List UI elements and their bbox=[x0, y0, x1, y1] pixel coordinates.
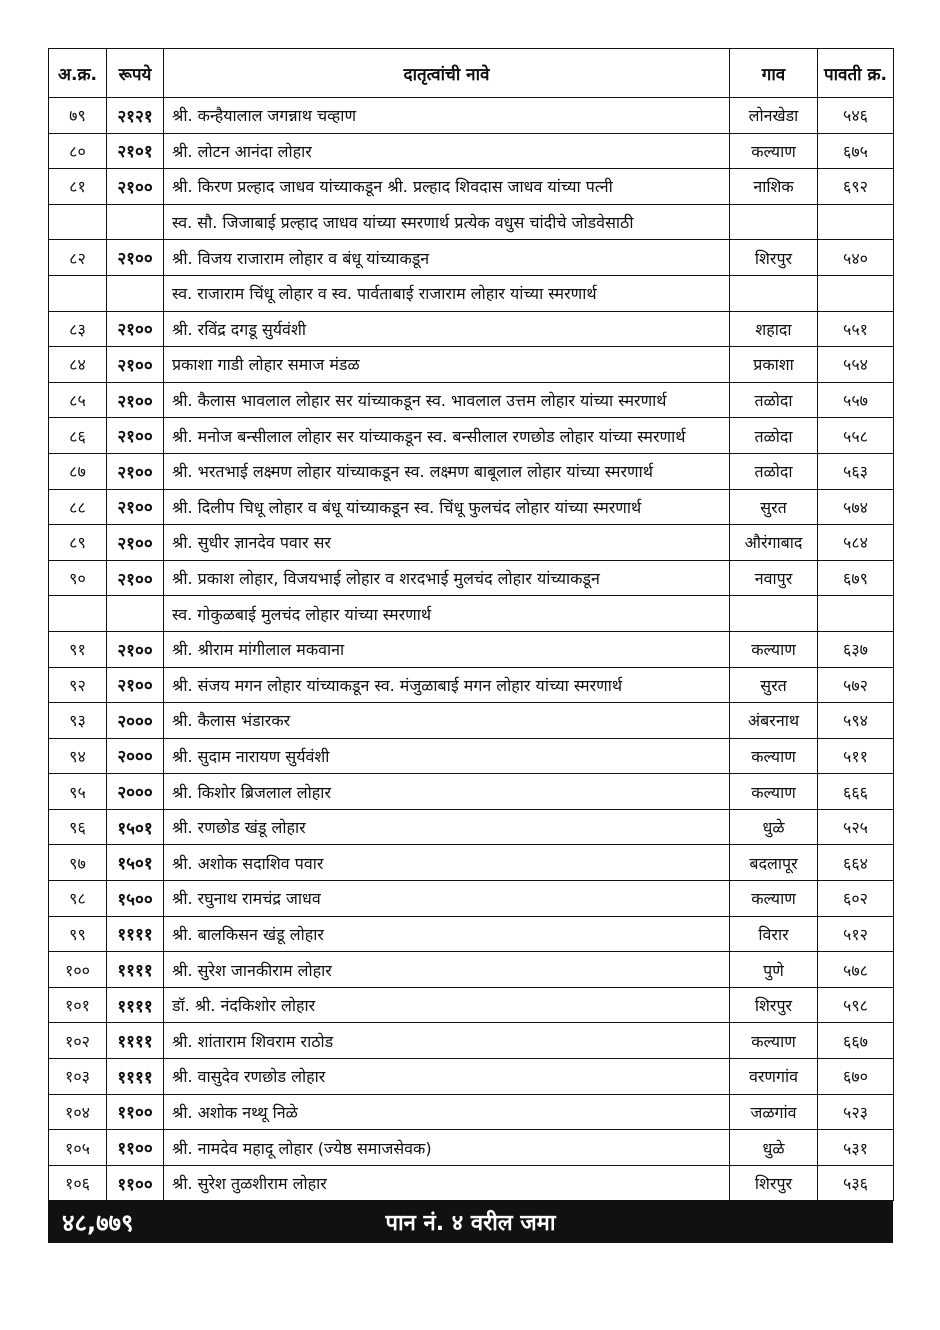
table-row bbox=[49, 631, 894, 667]
town-cell: बदलापूर bbox=[730, 845, 818, 881]
receipt-number-cell: ५२५ bbox=[818, 809, 894, 845]
table-row bbox=[49, 347, 894, 383]
serial-number-cell: ७९ bbox=[49, 98, 107, 134]
donor-name-cell: श्री. किरण प्रल्हाद जाधव यांच्याकडून श्री. प्रल्हाद शिवदास जाधव यांच्या पत्नी bbox=[164, 169, 730, 205]
receipt-number-cell bbox=[818, 596, 894, 632]
donor-name-cell: श्री. सुधीर ज्ञानदेव पवार सर bbox=[164, 525, 730, 561]
serial-number-cell: ९६ bbox=[49, 809, 107, 845]
town-cell: नाशिक bbox=[730, 169, 818, 205]
serial-number-cell: ९५ bbox=[49, 774, 107, 810]
table-row bbox=[49, 809, 894, 845]
donor-name-cell: श्री. मनोज बन्सीलाल लोहार सर यांच्याकडून स्व. बन्सीलाल रणछोड लोहार यांच्या स्मरणार्थ bbox=[164, 418, 730, 454]
amount-cell: ११११ bbox=[107, 1023, 164, 1059]
donor-name-cell: श्री. किशोर ब्रिजलाल लोहार bbox=[164, 774, 730, 810]
donor-name-cell: श्री. अशोक नथ्थू निळे bbox=[164, 1094, 730, 1130]
receipt-number-cell: ५४६ bbox=[818, 98, 894, 134]
town-cell: विरार bbox=[730, 916, 818, 952]
amount-cell: २१०१ bbox=[107, 133, 164, 169]
receipt-number-cell: ६०२ bbox=[818, 881, 894, 917]
receipt-number-cell: ५५८ bbox=[818, 418, 894, 454]
table-row bbox=[49, 204, 894, 240]
amount-cell: २१२१ bbox=[107, 98, 164, 134]
header-donor-names: दातृत्वांची नावे bbox=[164, 49, 730, 98]
amount-cell: २१०० bbox=[107, 667, 164, 703]
header-amount: रूपये bbox=[107, 49, 164, 98]
donor-name-cell: डॉ. श्री. नंदकिशोर लोहार bbox=[164, 987, 730, 1023]
page-total: ४८,७७९ bbox=[62, 1208, 134, 1237]
serial-number-cell: १०३ bbox=[49, 1059, 107, 1095]
serial-number-cell: ८४ bbox=[49, 347, 107, 383]
serial-number-cell bbox=[49, 275, 107, 311]
table-row bbox=[49, 667, 894, 703]
amount-cell: ११०० bbox=[107, 1094, 164, 1130]
table-row bbox=[49, 738, 894, 774]
table-row bbox=[49, 1059, 894, 1095]
table-row bbox=[49, 98, 894, 134]
amount-cell: २१०० bbox=[107, 631, 164, 667]
donor-name-cell: स्व. गोकुळबाई मुलचंद लोहार यांच्या स्मरणार्थ bbox=[164, 596, 730, 632]
table-row bbox=[49, 1165, 894, 1201]
town-cell bbox=[730, 275, 818, 311]
receipt-number-cell: ५५७ bbox=[818, 382, 894, 418]
amount-cell: २१०० bbox=[107, 382, 164, 418]
donor-list-sheet bbox=[48, 48, 893, 1243]
receipt-number-cell: ५९४ bbox=[818, 703, 894, 739]
amount-cell: २००० bbox=[107, 774, 164, 810]
receipt-number-cell: ५४० bbox=[818, 240, 894, 276]
table-row bbox=[49, 525, 894, 561]
receipt-number-cell: ६९२ bbox=[818, 169, 894, 205]
receipt-number-cell: ५११ bbox=[818, 738, 894, 774]
serial-number-cell bbox=[49, 596, 107, 632]
donor-name-cell: श्री. संजय मगन लोहार यांच्याकडून स्व. मंजुळाबाई मगन लोहार यांच्या स्मरणार्थ bbox=[164, 667, 730, 703]
serial-number-cell: ९३ bbox=[49, 703, 107, 739]
donor-name-cell: श्री. विजय राजाराम लोहार व बंधू यांच्याकडून bbox=[164, 240, 730, 276]
amount-cell: २००० bbox=[107, 703, 164, 739]
serial-number-cell: ९४ bbox=[49, 738, 107, 774]
serial-number-cell: ८८ bbox=[49, 489, 107, 525]
receipt-number-cell: ५७८ bbox=[818, 952, 894, 988]
town-cell: नवापुर bbox=[730, 560, 818, 596]
town-cell: जळगांव bbox=[730, 1094, 818, 1130]
receipt-number-cell: ६३७ bbox=[818, 631, 894, 667]
serial-number-cell: १०६ bbox=[49, 1165, 107, 1201]
serial-number-cell: ८३ bbox=[49, 311, 107, 347]
town-cell: लोनखेडा bbox=[730, 98, 818, 134]
receipt-number-cell: ६६६ bbox=[818, 774, 894, 810]
receipt-number-cell: ६७५ bbox=[818, 133, 894, 169]
town-cell: कल्याण bbox=[730, 881, 818, 917]
town-cell: धुळे bbox=[730, 809, 818, 845]
amount-cell: ११११ bbox=[107, 952, 164, 988]
serial-number-cell: १०२ bbox=[49, 1023, 107, 1059]
town-cell: शिरपुर bbox=[730, 987, 818, 1023]
donor-name-cell: श्री. भरतभाई लक्ष्मण लोहार यांच्याकडून स्व. लक्ष्मण बाबूलाल लोहार यांच्या स्मरणार्थ bbox=[164, 453, 730, 489]
table-row bbox=[49, 453, 894, 489]
amount-cell: १५०१ bbox=[107, 809, 164, 845]
donor-name-cell: श्री. रविंद्र दगडू सुर्यवंशी bbox=[164, 311, 730, 347]
donor-name-cell: श्री. लोटन आनंदा लोहार bbox=[164, 133, 730, 169]
table-row bbox=[49, 382, 894, 418]
table-row bbox=[49, 881, 894, 917]
donor-name-cell: श्री. सुरेश तुळशीराम लोहार bbox=[164, 1165, 730, 1201]
amount-cell: १५०१ bbox=[107, 845, 164, 881]
amount-cell: ११११ bbox=[107, 987, 164, 1023]
donor-name-cell: श्री. कन्हैयालाल जगन्नाथ चव्हाण bbox=[164, 98, 730, 134]
serial-number-cell: १०५ bbox=[49, 1130, 107, 1166]
amount-cell: ११०० bbox=[107, 1165, 164, 1201]
amount-cell: २१०० bbox=[107, 525, 164, 561]
town-cell: कल्याण bbox=[730, 631, 818, 667]
town-cell: प्रकाशा bbox=[730, 347, 818, 383]
table-row bbox=[49, 596, 894, 632]
receipt-number-cell: ५८४ bbox=[818, 525, 894, 561]
table-row bbox=[49, 1023, 894, 1059]
amount-cell: २१०० bbox=[107, 347, 164, 383]
serial-number-cell: ८९ bbox=[49, 525, 107, 561]
table-row bbox=[49, 133, 894, 169]
receipt-number-cell: ५३६ bbox=[818, 1165, 894, 1201]
town-cell: कल्याण bbox=[730, 1023, 818, 1059]
table-row bbox=[49, 987, 894, 1023]
town-cell: वरणगांव bbox=[730, 1059, 818, 1095]
donor-name-cell: श्री. सुदाम नारायण सुर्यवंशी bbox=[164, 738, 730, 774]
table-row bbox=[49, 703, 894, 739]
amount-cell: १५०० bbox=[107, 881, 164, 917]
donor-table bbox=[48, 48, 894, 1201]
receipt-number-cell: ५५१ bbox=[818, 311, 894, 347]
amount-cell: २१०० bbox=[107, 169, 164, 205]
donor-name-cell: स्व. सौ. जिजाबाई प्रल्हाद जाधव यांच्या स्मरणार्थ प्रत्येक वधुस चांदीचे जोडवेसाठी bbox=[164, 204, 730, 240]
serial-number-cell: १०० bbox=[49, 952, 107, 988]
table-row bbox=[49, 418, 894, 454]
amount-cell: २१०० bbox=[107, 560, 164, 596]
receipt-number-cell: ५७२ bbox=[818, 667, 894, 703]
donor-name-cell: प्रकाशा गाडी लोहार समाज मंडळ bbox=[164, 347, 730, 383]
receipt-number-cell: ५१२ bbox=[818, 916, 894, 952]
donor-name-cell: श्री. दिलीप चिधू लोहार व बंधू यांच्याकडून स्व. चिंधू फुलचंद लोहार यांच्या स्मरणार्थ bbox=[164, 489, 730, 525]
table-row bbox=[49, 1130, 894, 1166]
page-total-bar bbox=[48, 1201, 893, 1243]
serial-number-cell: ९९ bbox=[49, 916, 107, 952]
amount-cell bbox=[107, 596, 164, 632]
town-cell: औरंगाबाद bbox=[730, 525, 818, 561]
serial-number-cell: ९७ bbox=[49, 845, 107, 881]
donor-name-cell: श्री. नामदेव महादू लोहार (ज्येष्ठ समाजसेवक) bbox=[164, 1130, 730, 1166]
amount-cell: २१०० bbox=[107, 311, 164, 347]
town-cell: सुरत bbox=[730, 489, 818, 525]
table-row bbox=[49, 240, 894, 276]
donor-name-cell: श्री. वासुदेव रणछोड लोहार bbox=[164, 1059, 730, 1095]
donor-name-cell: श्री. श्रीराम मांगीलाल मकवाना bbox=[164, 631, 730, 667]
receipt-number-cell: ५६३ bbox=[818, 453, 894, 489]
table-row bbox=[49, 489, 894, 525]
amount-cell bbox=[107, 275, 164, 311]
serial-number-cell bbox=[49, 204, 107, 240]
serial-number-cell: ९१ bbox=[49, 631, 107, 667]
town-cell: शिरपुर bbox=[730, 240, 818, 276]
amount-cell bbox=[107, 204, 164, 240]
table-row bbox=[49, 916, 894, 952]
donor-name-cell: श्री. कैलास भावलाल लोहार सर यांच्याकडून स्व. भावलाल उत्तम लोहार यांच्या स्मरणार्थ bbox=[164, 382, 730, 418]
donor-name-cell: श्री. शांताराम शिवराम राठोड bbox=[164, 1023, 730, 1059]
serial-number-cell: ९२ bbox=[49, 667, 107, 703]
serial-number-cell: ९८ bbox=[49, 881, 107, 917]
town-cell: तळोदा bbox=[730, 418, 818, 454]
amount-cell: ११०० bbox=[107, 1130, 164, 1166]
receipt-number-cell bbox=[818, 275, 894, 311]
town-cell: पुणे bbox=[730, 952, 818, 988]
table-body bbox=[49, 98, 894, 1201]
town-cell: धुळे bbox=[730, 1130, 818, 1166]
donor-name-cell: श्री. बालकिसन खंडू लोहार bbox=[164, 916, 730, 952]
serial-number-cell: ८१ bbox=[49, 169, 107, 205]
table-row bbox=[49, 1094, 894, 1130]
town-cell: कल्याण bbox=[730, 133, 818, 169]
receipt-number-cell: ५२३ bbox=[818, 1094, 894, 1130]
header-town: गाव bbox=[730, 49, 818, 98]
table-row bbox=[49, 845, 894, 881]
serial-number-cell: ९० bbox=[49, 560, 107, 596]
table-row bbox=[49, 952, 894, 988]
serial-number-cell: ८७ bbox=[49, 453, 107, 489]
receipt-number-cell: ५९८ bbox=[818, 987, 894, 1023]
table-row bbox=[49, 560, 894, 596]
donor-name-cell: स्व. राजाराम चिंधू लोहार व स्व. पार्वताबाई राजाराम लोहार यांच्या स्मरणार्थ bbox=[164, 275, 730, 311]
serial-number-cell: १०१ bbox=[49, 987, 107, 1023]
town-cell: शिरपुर bbox=[730, 1165, 818, 1201]
amount-cell: २१०० bbox=[107, 453, 164, 489]
receipt-number-cell: ५७४ bbox=[818, 489, 894, 525]
serial-number-cell: ८२ bbox=[49, 240, 107, 276]
table-header bbox=[49, 49, 894, 98]
table-row bbox=[49, 774, 894, 810]
header-receipt-number: पावती क्र. bbox=[818, 49, 894, 98]
town-cell: तळोदा bbox=[730, 453, 818, 489]
donor-name-cell: श्री. प्रकाश लोहार, विजयभाई लोहार व शरदभाई मुलचंद लोहार यांच्याकडून bbox=[164, 560, 730, 596]
town-cell: कल्याण bbox=[730, 738, 818, 774]
receipt-number-cell: ६६४ bbox=[818, 845, 894, 881]
town-cell bbox=[730, 596, 818, 632]
donor-name-cell: श्री. रघुनाथ रामचंद्र जाधव bbox=[164, 881, 730, 917]
carried-forward-label: पान नं. ४ वरील जमा bbox=[385, 1211, 556, 1237]
receipt-number-cell: ६७९ bbox=[818, 560, 894, 596]
serial-number-cell: १०४ bbox=[49, 1094, 107, 1130]
receipt-number-cell: ६७० bbox=[818, 1059, 894, 1095]
serial-number-cell: ८५ bbox=[49, 382, 107, 418]
receipt-number-cell: ५५४ bbox=[818, 347, 894, 383]
town-cell: कल्याण bbox=[730, 774, 818, 810]
table-row bbox=[49, 275, 894, 311]
donor-name-cell: श्री. सुरेश जानकीराम लोहार bbox=[164, 952, 730, 988]
town-cell: शहादा bbox=[730, 311, 818, 347]
town-cell bbox=[730, 204, 818, 240]
receipt-number-cell: ६६७ bbox=[818, 1023, 894, 1059]
table-row bbox=[49, 311, 894, 347]
header-serial-number: अ.क्र. bbox=[49, 49, 107, 98]
table-row bbox=[49, 169, 894, 205]
donor-name-cell: श्री. अशोक सदाशिव पवार bbox=[164, 845, 730, 881]
receipt-number-cell: ५३१ bbox=[818, 1130, 894, 1166]
serial-number-cell: ८६ bbox=[49, 418, 107, 454]
town-cell: सुरत bbox=[730, 667, 818, 703]
amount-cell: ११११ bbox=[107, 1059, 164, 1095]
receipt-number-cell bbox=[818, 204, 894, 240]
serial-number-cell: ८० bbox=[49, 133, 107, 169]
town-cell: तळोदा bbox=[730, 382, 818, 418]
amount-cell: ११११ bbox=[107, 916, 164, 952]
donor-name-cell: श्री. कैलास भंडारकर bbox=[164, 703, 730, 739]
town-cell: अंबरनाथ bbox=[730, 703, 818, 739]
amount-cell: २१०० bbox=[107, 418, 164, 454]
amount-cell: २१०० bbox=[107, 489, 164, 525]
amount-cell: २००० bbox=[107, 738, 164, 774]
donor-name-cell: श्री. रणछोड खंडू लोहार bbox=[164, 809, 730, 845]
amount-cell: २१०० bbox=[107, 240, 164, 276]
